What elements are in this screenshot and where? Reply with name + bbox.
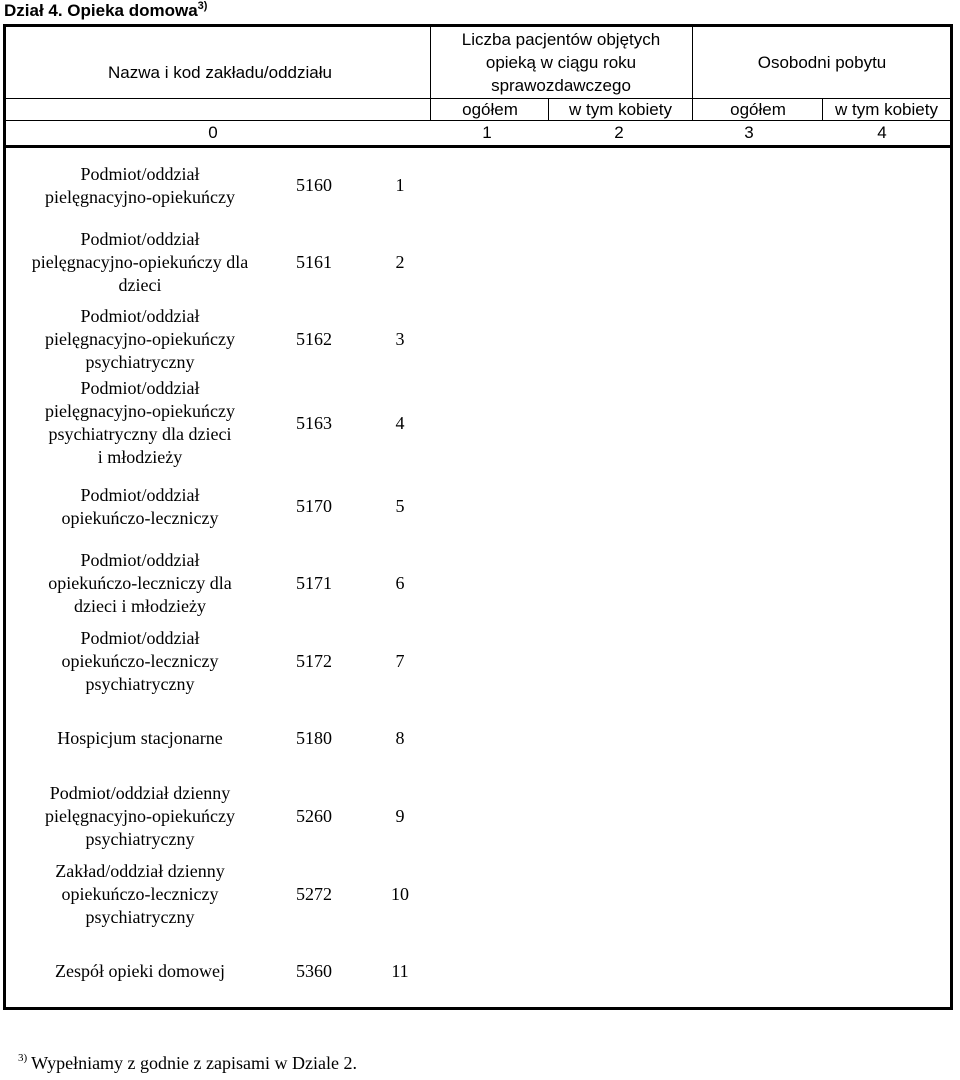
header-vline-1 [430,27,431,120]
row-name-line: pielęgnacyjno-opiekuńczy [45,805,235,826]
row-name-line: Podmiot/oddział [80,627,200,648]
patients-header-line2: opieką w ciągu roku [485,53,637,72]
sub-header-women-2: w tym kobiety [835,100,938,119]
row-code: 5172 [296,650,332,671]
row-name-line: pielęgnacyjno-opiekuńczy [45,328,235,349]
row-name-line: Zakład/oddział dzienny [55,860,225,881]
sub-header-total-1: ogółem [462,100,518,119]
row-code: 5272 [296,883,332,904]
row-code: 5170 [296,496,332,516]
row-name-line: dzieci i młodzieży [74,595,206,616]
footnote-ref: 3) [18,1052,28,1064]
row-name-line: Podmiot/oddział dzienny [49,782,231,803]
row-number: 7 [395,650,405,671]
row-name-line: pielęgnacyjno-opiekuńczy [45,401,235,421]
row-code: 5161 [296,251,332,272]
row-name-line: Podmiot/oddział [80,484,200,505]
row-number: 11 [391,960,409,981]
row-name-line: psychiatryczny [85,828,195,849]
row-number: 5 [395,496,405,516]
row-code: 5171 [296,572,332,593]
row-name-line: dzieci [118,274,162,295]
column-number-4: 4 [877,123,887,142]
section-title: Dział 4. Opieka domowa$^{3)}$ [4,0,208,20]
row-number: 4 [395,412,405,433]
row-name-line: psychiatryczny [85,906,195,927]
row-code: 5160 [296,175,332,195]
header-bottom-line [6,145,950,148]
row-name-line: Podmiot/oddział [80,163,200,184]
title-footnote-ref: 3) [197,0,208,12]
patients-header-line1: Liczba pacjentów objętych [461,30,661,49]
row-name-line: opiekuńczo-leczniczy dla [48,572,232,593]
row-code: 5260 [296,805,332,826]
row-code: 5180 [296,728,332,748]
row-number: 2 [395,251,405,272]
header-vline-2 [692,27,693,120]
row-name-line: pielęgnacyjno-opiekuńczy dla [31,251,249,272]
row-name-line: i młodzieży [97,447,183,467]
row-name-line: Podmiot/oddział [80,228,200,249]
row-number: 3 [395,328,405,349]
patients-header-line3: sprawozdawczego [491,76,631,95]
footnote-text: Wypełniamy z godnie z zapisami w Dziale 2. [31,1053,357,1073]
row-name-line: opiekuńczo-leczniczy [61,507,219,528]
row-number: 10 [391,883,409,904]
row-name-line: Podmiot/oddział [80,378,200,398]
sub-header-women-1: w tym kobiety [569,100,672,119]
row-name-line: pielęgnacyjno-opiekuńczy [45,186,235,207]
footnote [18,1052,357,1074]
row-name-line: Podmiot/oddział [80,305,200,326]
row-name-line: Hospicjum stacjonarne [57,728,223,748]
row-name-line: Zespół opieki domowej [55,960,225,981]
column-number-0: 0 [208,123,218,142]
row-name-line: Podmiot/oddział [80,549,200,570]
sub-header-total-2: ogółem [730,100,786,119]
row-code: 5163 [296,412,332,433]
row-number: 1 [395,175,405,195]
row-name-line: opiekuńczo-leczniczy [61,650,219,671]
row-name-line: psychiatryczny dla dzieci [48,424,232,444]
row-name-line: opiekuńczo-leczniczy [61,883,219,904]
row-name-line: psychiatryczny [85,673,195,694]
name-column-header: Nazwa i kod zakładu/oddziału [108,63,332,82]
row-code: 5162 [296,328,332,349]
column-number-3: 3 [744,123,754,142]
row-number: 6 [395,572,405,593]
row-name-line: psychiatryczny [85,351,195,372]
patient-days-header: Osobodni pobytu [757,53,887,72]
row-code: 5360 [296,960,332,981]
column-number-1: 1 [482,123,492,142]
row-number: 9 [395,805,405,826]
row-number: 8 [395,728,405,748]
column-number-2: 2 [614,123,624,142]
